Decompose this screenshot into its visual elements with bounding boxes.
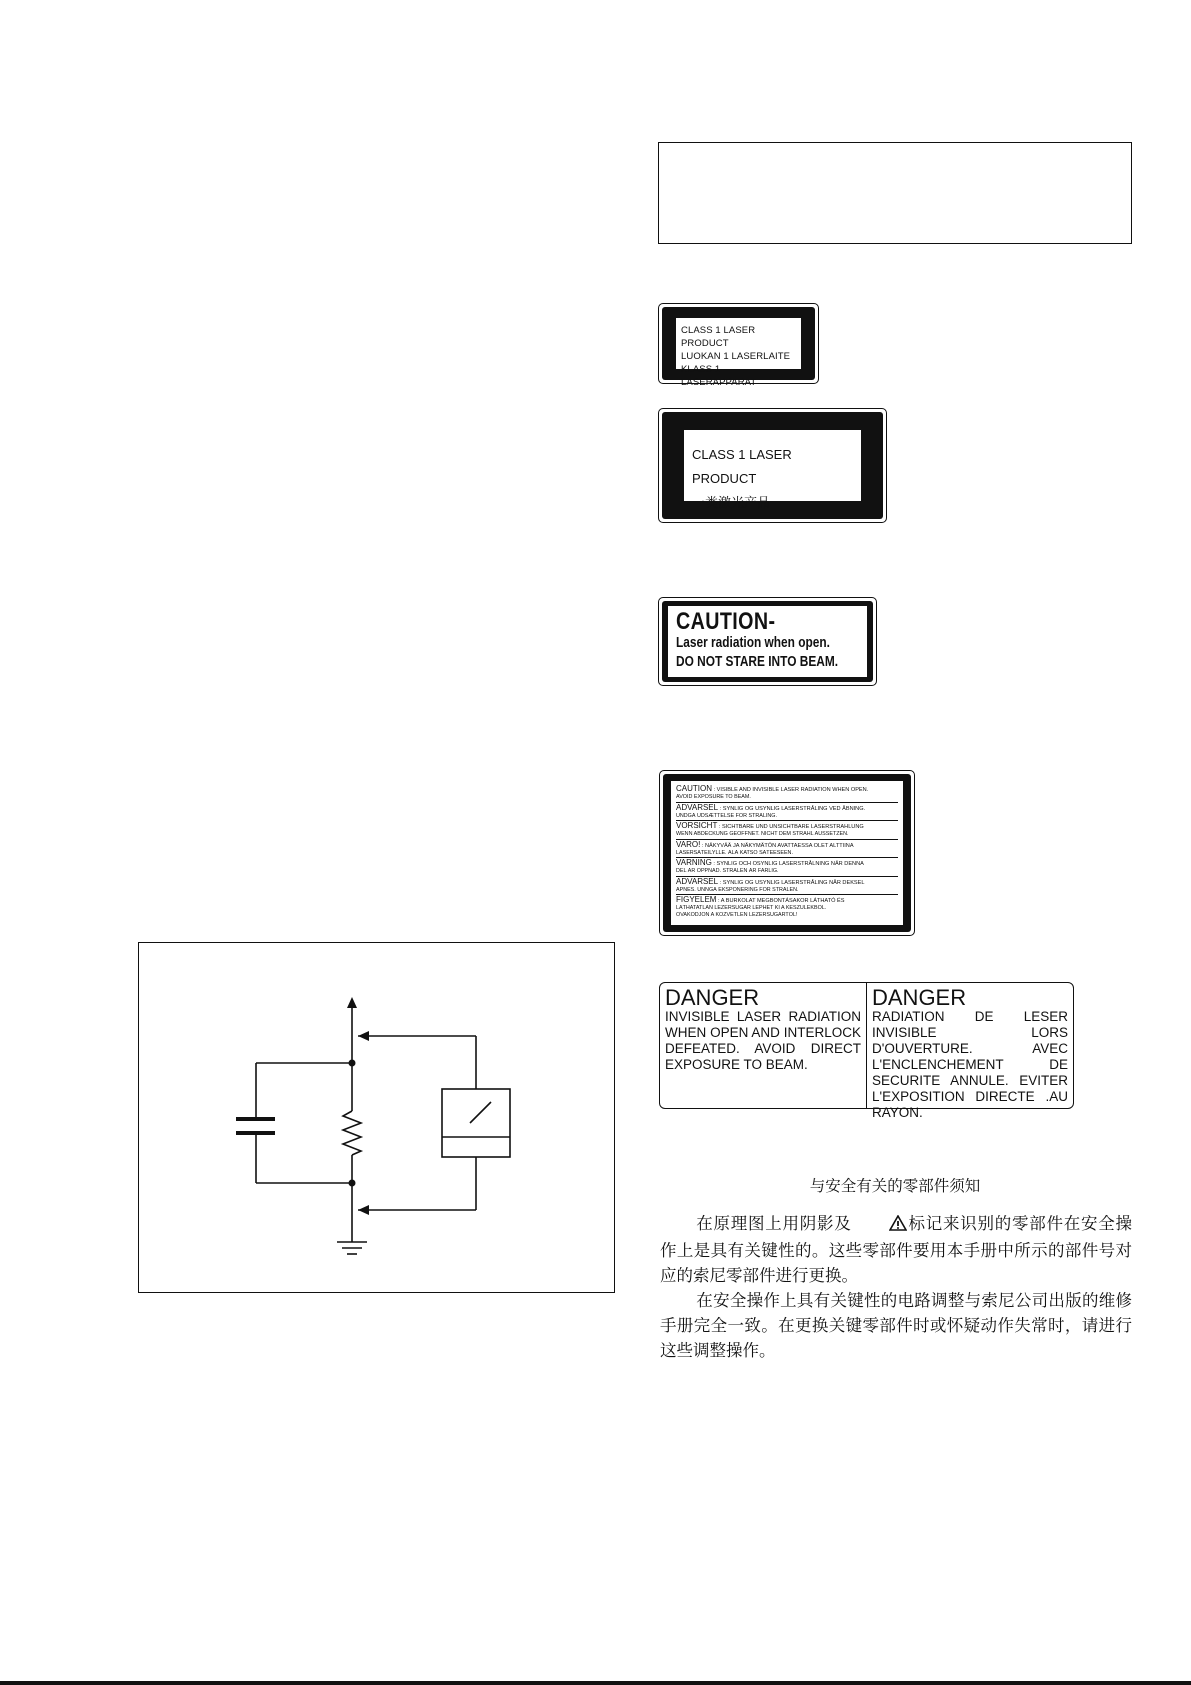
paragraph-text: 在原理图上用阴影及 bbox=[696, 1215, 852, 1233]
ml-entry-advarsel-da bbox=[676, 803, 898, 822]
class1-laser-label-cn bbox=[658, 408, 887, 523]
ml-word: VARO! bbox=[676, 840, 701, 849]
junction-dot-bottom bbox=[349, 1180, 356, 1187]
safety-notice-title: 与安全有关的零部件须知 bbox=[809, 1178, 981, 1195]
ml-text-2: AVOID EXPOSURE TO BEAM. bbox=[676, 794, 751, 800]
paragraph-text: 标记来识别的零部件在安全操作上是具有关键性的。这些零部件要用本手册中所示的部件号对应的索尼零部件进行更换。 bbox=[660, 1215, 1133, 1285]
ml-entry-varo bbox=[676, 840, 898, 859]
leakage-test-circuit-diagram bbox=[138, 942, 615, 1293]
ml-text: : SYNLIG OCH OSYNLIG LASERSTRÅLNING NÄR DENNA bbox=[711, 861, 864, 867]
ml-word: ADVARSEL bbox=[676, 803, 719, 812]
class1-cn-line-2: 一类激光产品 bbox=[692, 495, 771, 510]
ml-text-2: UNDGÅ UDSÆTTELSE FOR STRÅLING. bbox=[676, 812, 777, 819]
ml-entry-caution bbox=[676, 784, 898, 803]
empty-notice-box bbox=[658, 142, 1132, 244]
arrow-into-rail-top bbox=[358, 1031, 369, 1041]
ml-entry-advarsel-no bbox=[676, 877, 898, 896]
ml-entry-figyelem bbox=[676, 895, 898, 919]
class1-cn-line-1: CLASS 1 LASER PRODUCT bbox=[692, 447, 792, 486]
arrow-into-rail-bottom bbox=[358, 1205, 369, 1215]
safety-notice-paragraph-2: 在安全操作上具有关键性的电路调整与索尼公司出版的维修手册完全一致。在更换关键零部件时或怀疑动作失常时，请进行这些调整操作。 bbox=[660, 1292, 1132, 1360]
class1-line-3: KLASS 1 LASERAPPARAT bbox=[681, 364, 757, 388]
danger-text: RADIATION DE LESER INVISIBLE LORS D'OUVERTURE. AVEC L'ENCLENCHEMENT DE SECURITE ANNULE. EVITER L'EXPOSITION DIRECTE .AU RAYON. bbox=[872, 1009, 1068, 1120]
ml-text: : VISIBLE AND INVISIBLE LASER RADIATION WHEN OPEN. bbox=[712, 787, 869, 793]
safety-notice-paragraph-1 bbox=[660, 1212, 1132, 1289]
class1-laser-label bbox=[658, 303, 819, 388]
ml-word: ADVARSEL bbox=[676, 877, 719, 886]
class1-line-1: CLASS 1 LASER PRODUCT bbox=[681, 325, 756, 349]
ml-text: : A BURKOLAT MEGBONTÁSAKOR LÁTHATÓ ÉS bbox=[716, 898, 845, 904]
caution-heading: CAUTION- bbox=[676, 608, 776, 635]
circuit-schematic bbox=[139, 943, 614, 1292]
junction-dot-top bbox=[349, 1060, 356, 1067]
resistor-icon bbox=[343, 1111, 361, 1155]
caution-line-2: DO NOT STARE INTO BEAM. bbox=[676, 654, 839, 670]
safety-notice-body bbox=[660, 1212, 1132, 1364]
ml-text-3: ÓVAKODJON A KÖZVETLEN LÉZERSUGÁRTÓL! bbox=[676, 911, 798, 918]
ml-text: : SYNLIG OG USYNLIG LASERSTRÅLING NÅR DEKSEL bbox=[718, 879, 865, 886]
ml-word: CAUTION bbox=[676, 785, 712, 793]
danger-english-column bbox=[660, 983, 866, 1108]
meter-icon bbox=[442, 1089, 510, 1157]
multilanguage-caution-label bbox=[659, 770, 915, 936]
ml-text: : SICHTBARE UND UNSICHTBARE LASERSTRAHLUNG bbox=[717, 824, 864, 830]
page-bottom-rule bbox=[0, 1681, 1191, 1685]
ml-text-2: LASERSÄTEILYLLE. ÄLÄ KATSO SÄTEESEEN. bbox=[676, 849, 793, 856]
meter-needle bbox=[470, 1102, 491, 1123]
danger-french-column bbox=[866, 983, 1073, 1120]
danger-text: INVISIBLE LASER RADIATION WHEN OPEN AND INTERLOCK DEFEATED. AVOID DIRECT EXPOSURE TO BEAM. bbox=[665, 1009, 861, 1072]
danger-heading: DANGER bbox=[872, 985, 967, 1010]
danger-laser-label bbox=[659, 982, 1074, 1120]
ml-text-2: WENN ABDECKUNG GEÖFFNET. NICHT DEM STRAHL AUSSETZEN. bbox=[676, 831, 849, 837]
warning-triangle-icon bbox=[853, 1214, 907, 1239]
ml-text-2: ÅPNES. UNNGÅ EKSPONERING FOR STRÅLEN. bbox=[676, 886, 799, 893]
ml-word: VARNING bbox=[676, 859, 712, 867]
danger-heading: DANGER bbox=[665, 985, 760, 1010]
ml-entry-varning bbox=[676, 858, 898, 877]
up-arrow-icon bbox=[347, 997, 357, 1008]
ml-word: FIGYELEM bbox=[676, 896, 717, 904]
caution-line-1: Laser radiation when open. bbox=[676, 635, 830, 651]
ml-text: : NÄKYVÄÄ JA NÄKYMÄTÖN AVATTAESSA OLET ALTTIINA bbox=[700, 842, 854, 849]
ml-text-2: LÁTHATATLAN LÉZERSUGÁR LÉPHET KI A KÉSZÜLÉKBŐL. bbox=[676, 905, 827, 911]
ml-text-2: DEL ÄR ÖPPNAD. STRÅLEN ÄR FARLIG. bbox=[676, 868, 779, 874]
caution-laser-label bbox=[658, 597, 877, 686]
ml-text: : SYNLIG OG USYNLIG LASERSTRÅLING VED ÅBNING. bbox=[718, 805, 866, 812]
ml-entry-vorsicht bbox=[676, 821, 898, 840]
ml-word: VORSICHT bbox=[676, 822, 718, 830]
class1-line-2: LUOKAN 1 LASERLAITE bbox=[681, 351, 791, 362]
